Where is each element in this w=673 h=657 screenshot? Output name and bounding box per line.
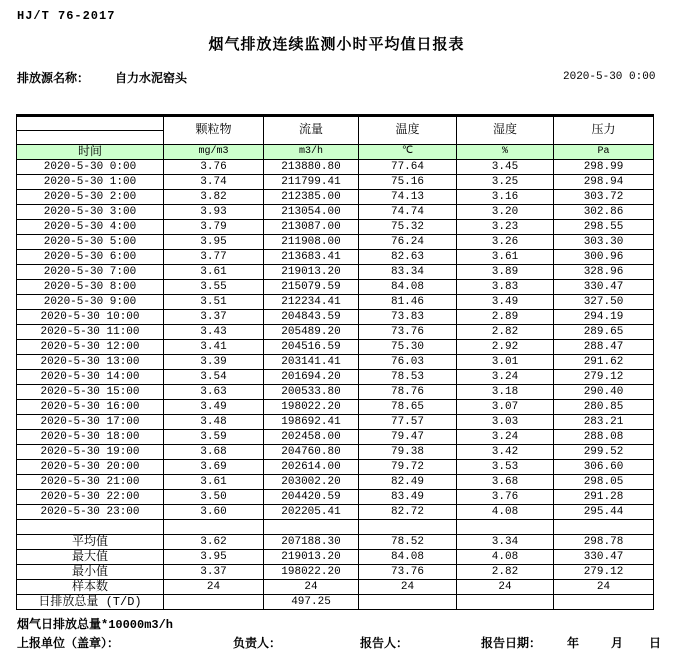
value-cell: 302.86 [554, 205, 654, 220]
value-cell [457, 520, 554, 535]
value-cell: 3.63 [164, 385, 264, 400]
value-cell: 204420.59 [264, 490, 359, 505]
value-cell: 3.45 [457, 160, 554, 175]
row-label-cell: 2020-5-30 18:00 [17, 430, 164, 445]
value-cell: 283.21 [554, 415, 654, 430]
value-cell: 77.57 [359, 415, 457, 430]
day-label: 日 [649, 637, 662, 651]
row-label-cell: 最小值 [17, 565, 164, 580]
value-cell: 213683.41 [264, 250, 359, 265]
value-cell: 3.59 [164, 430, 264, 445]
value-cell: 82.63 [359, 250, 457, 265]
value-cell: 205489.20 [264, 325, 359, 340]
value-cell: 24 [457, 580, 554, 595]
row-label-cell: 2020-5-30 12:00 [17, 340, 164, 355]
value-cell: 198022.20 [264, 565, 359, 580]
report-table [16, 114, 654, 610]
value-cell: 291.28 [554, 490, 654, 505]
empty-row [17, 520, 654, 535]
value-cell: 3.24 [457, 370, 554, 385]
hourly-data-row [17, 445, 654, 460]
value-cell: 3.49 [164, 400, 264, 415]
value-cell: 298.55 [554, 220, 654, 235]
value-cell: 212385.00 [264, 190, 359, 205]
value-cell: 299.52 [554, 445, 654, 460]
row-label-cell: 最大值 [17, 550, 164, 565]
hourly-data-row [17, 505, 654, 520]
row-label-cell: 2020-5-30 11:00 [17, 325, 164, 340]
value-cell: 3.51 [164, 295, 264, 310]
value-cell: 3.61 [457, 250, 554, 265]
header-time-cell-top [17, 116, 164, 131]
responsible-person-label: 负责人： [233, 637, 282, 651]
value-cell: 300.96 [554, 250, 654, 265]
value-cell: 3.49 [457, 295, 554, 310]
value-cell: 3.50 [164, 490, 264, 505]
unit-particulate: mg/m3 [164, 145, 264, 160]
value-cell [359, 520, 457, 535]
value-cell: 3.54 [164, 370, 264, 385]
value-cell: 84.08 [359, 280, 457, 295]
total-emission-note: 烟气日排放总量*10000m3/h [17, 618, 174, 632]
value-cell: 3.95 [164, 235, 264, 250]
row-label-cell: 2020-5-30 20:00 [17, 460, 164, 475]
value-cell: 78.53 [359, 370, 457, 385]
value-cell: 82.72 [359, 505, 457, 520]
value-cell: 3.25 [457, 175, 554, 190]
summary-row [17, 565, 654, 580]
value-cell: 78.65 [359, 400, 457, 415]
value-cell [554, 595, 654, 610]
row-label-cell: 样本数 [17, 580, 164, 595]
value-cell: 303.72 [554, 190, 654, 205]
row-label-cell: 2020-5-30 23:00 [17, 505, 164, 520]
hourly-data-row [17, 370, 654, 385]
value-cell: 207188.30 [264, 535, 359, 550]
row-label-cell: 2020-5-30 17:00 [17, 415, 164, 430]
value-cell: 74.74 [359, 205, 457, 220]
emission-source-line [17, 69, 187, 86]
value-cell: 2.82 [457, 325, 554, 340]
value-cell: 83.49 [359, 490, 457, 505]
value-cell: 3.76 [457, 490, 554, 505]
value-cell: 198022.20 [264, 400, 359, 415]
unit-temperature: ℃ [359, 145, 457, 160]
value-cell: 213054.00 [264, 205, 359, 220]
value-cell: 288.08 [554, 430, 654, 445]
value-cell: 3.20 [457, 205, 554, 220]
value-cell [164, 520, 264, 535]
value-cell: 3.01 [457, 355, 554, 370]
summary-row [17, 535, 654, 550]
value-cell: 3.83 [457, 280, 554, 295]
value-cell: 204760.80 [264, 445, 359, 460]
value-cell: 212234.41 [264, 295, 359, 310]
row-label-cell: 2020-5-30 9:00 [17, 295, 164, 310]
value-cell: 2.89 [457, 310, 554, 325]
value-cell: 84.08 [359, 550, 457, 565]
column-header-temperature: 温度 [359, 116, 457, 145]
value-cell: 3.34 [457, 535, 554, 550]
value-cell: 75.32 [359, 220, 457, 235]
value-cell: 77.64 [359, 160, 457, 175]
row-label-cell: 2020-5-30 6:00 [17, 250, 164, 265]
value-cell: 3.42 [457, 445, 554, 460]
row-label-cell: 2020-5-30 8:00 [17, 280, 164, 295]
units-row [17, 145, 654, 160]
value-cell: 75.30 [359, 340, 457, 355]
value-cell [554, 520, 654, 535]
value-cell: 215079.59 [264, 280, 359, 295]
value-cell: 202614.00 [264, 460, 359, 475]
value-cell: 79.38 [359, 445, 457, 460]
emission-source-label: 排放源名称： [17, 72, 90, 86]
value-cell: 295.44 [554, 505, 654, 520]
value-cell: 3.26 [457, 235, 554, 250]
value-cell: 3.55 [164, 280, 264, 295]
value-cell: 3.95 [164, 550, 264, 565]
hourly-data-row [17, 235, 654, 250]
row-label-cell: 2020-5-30 0:00 [17, 160, 164, 175]
hourly-data-row [17, 355, 654, 370]
report-unit-label: 上报单位（盖章）： [17, 637, 120, 651]
value-cell: 3.93 [164, 205, 264, 220]
value-cell: 3.61 [164, 475, 264, 490]
value-cell: 204843.59 [264, 310, 359, 325]
header-row-top [17, 116, 654, 131]
summary-row [17, 580, 654, 595]
value-cell: 306.60 [554, 460, 654, 475]
row-label-cell: 2020-5-30 13:00 [17, 355, 164, 370]
value-cell: 204516.59 [264, 340, 359, 355]
value-cell: 3.60 [164, 505, 264, 520]
hourly-data-row [17, 460, 654, 475]
value-cell: 3.03 [457, 415, 554, 430]
hourly-data-row [17, 205, 654, 220]
hourly-data-row [17, 160, 654, 175]
value-cell: 3.18 [457, 385, 554, 400]
value-cell: 203141.41 [264, 355, 359, 370]
value-cell: 76.24 [359, 235, 457, 250]
column-header-humidity: 湿度 [457, 116, 554, 145]
value-cell: 3.39 [164, 355, 264, 370]
row-label-cell: 2020-5-30 14:00 [17, 370, 164, 385]
value-cell: 298.94 [554, 175, 654, 190]
value-cell: 76.03 [359, 355, 457, 370]
value-cell: 24 [554, 580, 654, 595]
value-cell: 202458.00 [264, 430, 359, 445]
report-datetime: 2020-5-30 0:00 [563, 71, 656, 83]
hourly-data-row [17, 190, 654, 205]
value-cell: 298.99 [554, 160, 654, 175]
value-cell: 4.08 [457, 505, 554, 520]
value-cell: 74.13 [359, 190, 457, 205]
value-cell: 201694.20 [264, 370, 359, 385]
value-cell: 81.46 [359, 295, 457, 310]
hourly-data-row [17, 295, 654, 310]
value-cell: 198692.41 [264, 415, 359, 430]
hourly-data-row [17, 430, 654, 445]
value-cell: 298.78 [554, 535, 654, 550]
row-label-cell: 2020-5-30 3:00 [17, 205, 164, 220]
value-cell: 279.12 [554, 565, 654, 580]
value-cell: 289.65 [554, 325, 654, 340]
value-cell: 3.62 [164, 535, 264, 550]
hourly-data-row [17, 310, 654, 325]
value-cell: 3.79 [164, 220, 264, 235]
value-cell: 330.47 [554, 280, 654, 295]
hourly-data-row [17, 415, 654, 430]
value-cell: 3.07 [457, 400, 554, 415]
value-cell: 79.72 [359, 460, 457, 475]
value-cell: 3.43 [164, 325, 264, 340]
hourly-data-row [17, 340, 654, 355]
value-cell: 3.68 [457, 475, 554, 490]
value-cell: 219013.20 [264, 550, 359, 565]
value-cell: 79.47 [359, 430, 457, 445]
column-header-particulate: 颗粒物 [164, 116, 264, 145]
summary-row [17, 550, 654, 565]
time-header: 时间 [17, 145, 164, 160]
value-cell: 24 [164, 580, 264, 595]
value-cell: 3.53 [457, 460, 554, 475]
value-cell: 3.16 [457, 190, 554, 205]
value-cell: 213880.80 [264, 160, 359, 175]
value-cell: 290.40 [554, 385, 654, 400]
unit-flow: m3/h [264, 145, 359, 160]
value-cell: 219013.20 [264, 265, 359, 280]
value-cell: 24 [264, 580, 359, 595]
value-cell: 3.82 [164, 190, 264, 205]
value-cell: 330.47 [554, 550, 654, 565]
unit-humidity: % [457, 145, 554, 160]
value-cell: 73.76 [359, 565, 457, 580]
row-label-cell: 2020-5-30 1:00 [17, 175, 164, 190]
value-cell: 4.08 [457, 550, 554, 565]
value-cell: 3.61 [164, 265, 264, 280]
value-cell: 211799.41 [264, 175, 359, 190]
reporter-label: 报告人： [360, 637, 409, 651]
row-label-cell [17, 520, 164, 535]
value-cell: 280.85 [554, 400, 654, 415]
value-cell: 2.82 [457, 565, 554, 580]
value-cell: 3.24 [457, 430, 554, 445]
hourly-data-row [17, 265, 654, 280]
value-cell: 73.83 [359, 310, 457, 325]
hourly-data-row [17, 280, 654, 295]
hourly-data-row [17, 400, 654, 415]
value-cell: 3.68 [164, 445, 264, 460]
value-cell: 2.92 [457, 340, 554, 355]
header-time-cell-bottom [17, 131, 164, 145]
row-label-cell: 2020-5-30 4:00 [17, 220, 164, 235]
value-cell: 3.48 [164, 415, 264, 430]
value-cell: 327.50 [554, 295, 654, 310]
hourly-data-row [17, 325, 654, 340]
hourly-data-row [17, 220, 654, 235]
value-cell: 213087.00 [264, 220, 359, 235]
hourly-data-row [17, 475, 654, 490]
value-cell: 3.41 [164, 340, 264, 355]
hourly-data-row [17, 490, 654, 505]
row-label-cell: 2020-5-30 16:00 [17, 400, 164, 415]
value-cell: 200533.80 [264, 385, 359, 400]
value-cell: 24 [359, 580, 457, 595]
row-label-cell: 2020-5-30 21:00 [17, 475, 164, 490]
hourly-data-row [17, 385, 654, 400]
value-cell: 3.69 [164, 460, 264, 475]
row-label-cell: 2020-5-30 22:00 [17, 490, 164, 505]
value-cell: 288.47 [554, 340, 654, 355]
value-cell: 303.30 [554, 235, 654, 250]
row-label-cell: 2020-5-30 5:00 [17, 235, 164, 250]
value-cell: 291.62 [554, 355, 654, 370]
column-header-pressure: 压力 [554, 116, 654, 145]
unit-pressure: Pa [554, 145, 654, 160]
value-cell: 203002.20 [264, 475, 359, 490]
row-label-cell: 平均值 [17, 535, 164, 550]
row-label-cell: 2020-5-30 15:00 [17, 385, 164, 400]
value-cell: 294.19 [554, 310, 654, 325]
row-label-cell: 2020-5-30 2:00 [17, 190, 164, 205]
report-date-label: 报告日期： [481, 637, 542, 651]
hourly-data-row [17, 175, 654, 190]
value-cell: 211908.00 [264, 235, 359, 250]
value-cell: 3.74 [164, 175, 264, 190]
value-cell: 78.52 [359, 535, 457, 550]
value-cell: 202205.41 [264, 505, 359, 520]
value-cell: 3.89 [457, 265, 554, 280]
row-label-cell: 日排放总量 (T/D) [17, 595, 164, 610]
column-header-flow: 流量 [264, 116, 359, 145]
emission-source-name: 自力水泥窑头 [115, 72, 188, 86]
value-cell: 78.76 [359, 385, 457, 400]
value-cell: 3.23 [457, 220, 554, 235]
value-cell: 83.34 [359, 265, 457, 280]
value-cell: 3.37 [164, 310, 264, 325]
value-cell: 73.76 [359, 325, 457, 340]
value-cell: 3.37 [164, 565, 264, 580]
summary-row [17, 595, 654, 610]
month-label: 月 [611, 637, 624, 651]
hourly-data-row [17, 250, 654, 265]
row-label-cell: 2020-5-30 7:00 [17, 265, 164, 280]
standard-number: HJ/T 76-2017 [17, 9, 116, 23]
value-cell: 82.49 [359, 475, 457, 490]
value-cell [359, 595, 457, 610]
page-title: 烟气排放连续监测小时平均值日报表 [208, 37, 465, 54]
value-cell: 298.05 [554, 475, 654, 490]
row-label-cell: 2020-5-30 10:00 [17, 310, 164, 325]
value-cell: 279.12 [554, 370, 654, 385]
value-cell: 3.76 [164, 160, 264, 175]
value-cell [264, 520, 359, 535]
value-cell: 3.77 [164, 250, 264, 265]
value-cell: 497.25 [264, 595, 359, 610]
value-cell [164, 595, 264, 610]
row-label-cell: 2020-5-30 19:00 [17, 445, 164, 460]
value-cell: 75.16 [359, 175, 457, 190]
value-cell: 328.96 [554, 265, 654, 280]
value-cell [457, 595, 554, 610]
year-label: 年 [567, 637, 580, 651]
